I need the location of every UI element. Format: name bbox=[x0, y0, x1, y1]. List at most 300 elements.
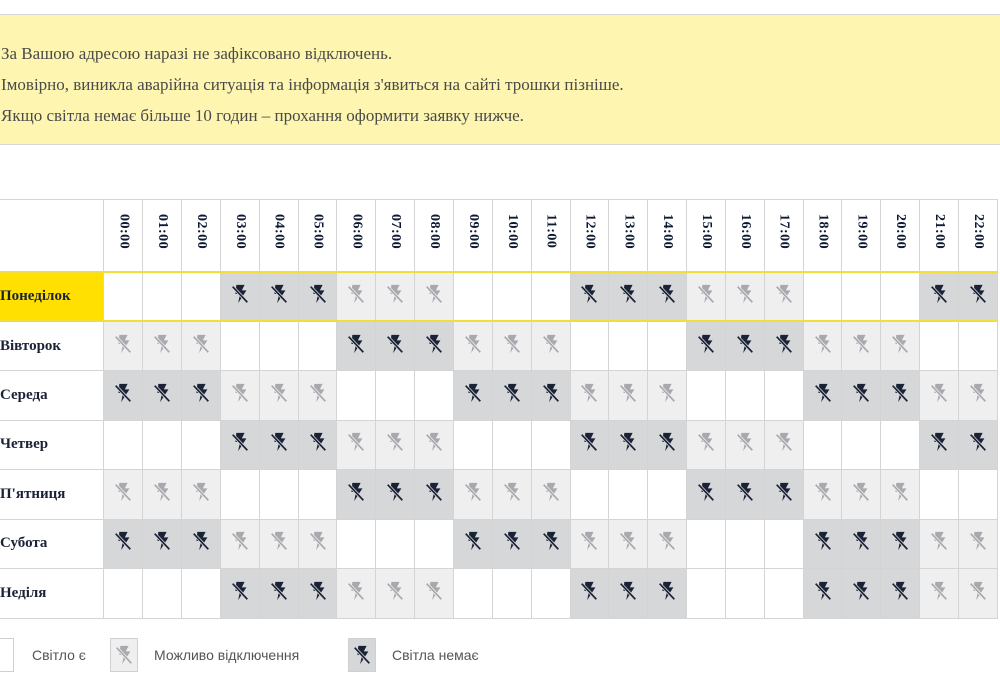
no-power-icon bbox=[656, 382, 678, 404]
no-power-icon bbox=[850, 580, 872, 602]
no-power-icon bbox=[695, 481, 717, 503]
no-power-icon bbox=[345, 333, 367, 355]
day-row bbox=[0, 321, 998, 371]
schedule-cell-light-on bbox=[182, 420, 221, 470]
schedule-cell-light-on bbox=[337, 519, 376, 569]
schedule-cell-possible-outage bbox=[337, 420, 376, 470]
schedule-cell-possible-outage bbox=[570, 371, 609, 421]
schedule-cell-light-on bbox=[764, 519, 803, 569]
no-power-icon bbox=[112, 382, 134, 404]
schedule-cell-light-on bbox=[725, 519, 764, 569]
schedule-cell-no-light bbox=[259, 569, 298, 619]
no-power-icon bbox=[151, 333, 173, 355]
no-power-icon bbox=[617, 382, 639, 404]
schedule-cell-possible-outage bbox=[337, 569, 376, 619]
no-power-icon bbox=[112, 530, 134, 552]
schedule-cell-possible-outage bbox=[182, 470, 221, 520]
schedule-cell-possible-outage bbox=[803, 470, 842, 520]
no-power-icon bbox=[462, 333, 484, 355]
no-power-icon bbox=[695, 333, 717, 355]
schedule-cell-possible-outage bbox=[725, 420, 764, 470]
schedule-cell-no-light bbox=[842, 569, 881, 619]
schedule-cell-possible-outage bbox=[920, 569, 959, 619]
no-power-icon bbox=[850, 481, 872, 503]
schedule-cell-no-light bbox=[764, 470, 803, 520]
schedule-cell-no-light bbox=[842, 519, 881, 569]
no-power-icon bbox=[578, 580, 600, 602]
schedule-cell-no-light bbox=[454, 519, 493, 569]
schedule-cell-light-on bbox=[531, 569, 570, 619]
schedule-cell-possible-outage bbox=[104, 470, 143, 520]
notice-line-2: Імовірно, виникла аварійна ситуація та інформація з'явиться на сайті трошки пізніше. bbox=[1, 75, 624, 94]
schedule-cell-possible-outage bbox=[958, 569, 997, 619]
schedule-cell-light-on bbox=[687, 519, 726, 569]
day-row bbox=[0, 420, 998, 470]
schedule-cell-light-on bbox=[182, 569, 221, 619]
hour-label: 17:00 bbox=[776, 214, 792, 250]
schedule-cell-possible-outage bbox=[570, 519, 609, 569]
hour-header bbox=[842, 200, 881, 272]
schedule-cell-no-light bbox=[881, 569, 920, 619]
no-power-icon bbox=[734, 333, 756, 355]
schedule-cell-no-light bbox=[803, 371, 842, 421]
schedule-cell-light-on bbox=[764, 569, 803, 619]
hour-header bbox=[803, 200, 842, 272]
schedule-cell-no-light bbox=[687, 470, 726, 520]
schedule-cell-light-on bbox=[958, 321, 997, 371]
schedule-cell-possible-outage bbox=[725, 272, 764, 322]
schedule-cell-no-light bbox=[764, 321, 803, 371]
hour-label: 06:00 bbox=[349, 214, 365, 250]
schedule-cell-possible-outage bbox=[143, 470, 182, 520]
schedule-cell-no-light bbox=[531, 371, 570, 421]
hour-header bbox=[648, 200, 687, 272]
no-power-icon bbox=[578, 382, 600, 404]
hour-label: 10:00 bbox=[504, 214, 520, 250]
no-power-icon bbox=[773, 431, 795, 453]
schedule-cell-light-on bbox=[415, 519, 454, 569]
day-row bbox=[0, 371, 998, 421]
legend-item-no-light bbox=[348, 637, 479, 673]
schedule-cell-possible-outage bbox=[958, 519, 997, 569]
no-power-icon bbox=[850, 333, 872, 355]
no-power-icon bbox=[540, 481, 562, 503]
no-power-icon bbox=[967, 382, 989, 404]
schedule-cell-no-light bbox=[492, 371, 531, 421]
schedule-cell-light-on bbox=[143, 272, 182, 322]
schedule-cell-light-on bbox=[337, 371, 376, 421]
hour-label: 14:00 bbox=[660, 214, 676, 250]
schedule-cell-possible-outage bbox=[492, 321, 531, 371]
no-power-icon bbox=[423, 333, 445, 355]
no-power-icon bbox=[695, 283, 717, 305]
schedule-cell-light-on bbox=[648, 321, 687, 371]
schedule-cell-no-light bbox=[337, 321, 376, 371]
schedule-cell-no-light bbox=[803, 569, 842, 619]
no-power-icon bbox=[345, 283, 367, 305]
no-power-icon bbox=[889, 580, 911, 602]
schedule-cell-possible-outage bbox=[531, 321, 570, 371]
schedule-cell-light-on bbox=[259, 321, 298, 371]
hour-header bbox=[182, 200, 221, 272]
day-row bbox=[0, 569, 998, 619]
no-power-icon bbox=[229, 530, 251, 552]
schedule-cell-possible-outage bbox=[220, 371, 259, 421]
no-power-icon bbox=[656, 530, 678, 552]
schedule-cell-light-on bbox=[376, 519, 415, 569]
no-power-icon bbox=[345, 580, 367, 602]
no-power-icon bbox=[384, 580, 406, 602]
no-power-icon bbox=[462, 530, 484, 552]
schedule-cell-light-on bbox=[687, 569, 726, 619]
schedule-cell-possible-outage bbox=[609, 371, 648, 421]
hour-label: 13:00 bbox=[621, 214, 637, 250]
schedule-cell-light-on bbox=[570, 470, 609, 520]
schedule-cell-possible-outage bbox=[764, 272, 803, 322]
schedule-cell-possible-outage bbox=[259, 519, 298, 569]
no-power-icon bbox=[151, 382, 173, 404]
schedule-cell-possible-outage bbox=[298, 371, 337, 421]
schedule-cell-no-light bbox=[259, 272, 298, 322]
no-power-icon bbox=[734, 481, 756, 503]
schedule-cell-no-light bbox=[881, 519, 920, 569]
no-power-icon bbox=[462, 481, 484, 503]
schedule-cell-no-light bbox=[570, 420, 609, 470]
no-power-icon bbox=[229, 283, 251, 305]
schedule-cell-no-light bbox=[298, 569, 337, 619]
no-power-icon bbox=[773, 333, 795, 355]
no-power-icon bbox=[151, 481, 173, 503]
schedule-cell-possible-outage bbox=[376, 420, 415, 470]
schedule-cell-possible-outage bbox=[648, 519, 687, 569]
schedule-cell-no-light bbox=[143, 371, 182, 421]
hour-label: 02:00 bbox=[194, 214, 210, 250]
schedule-cell-light-on bbox=[259, 470, 298, 520]
schedule-cell-light-on bbox=[803, 272, 842, 322]
schedule-cell-light-on bbox=[687, 371, 726, 421]
schedule-cell-no-light bbox=[492, 519, 531, 569]
schedule-cell-light-on bbox=[842, 272, 881, 322]
hour-header bbox=[725, 200, 764, 272]
hour-label: 20:00 bbox=[893, 214, 909, 250]
schedule-cell-possible-outage bbox=[648, 371, 687, 421]
no-power-icon bbox=[501, 530, 523, 552]
schedule-cell-no-light bbox=[920, 272, 959, 322]
hour-header bbox=[764, 200, 803, 272]
schedule-cell-light-on bbox=[958, 470, 997, 520]
schedule-cell-light-on bbox=[220, 470, 259, 520]
schedule-cell-no-light bbox=[842, 371, 881, 421]
schedule-cell-no-light bbox=[687, 321, 726, 371]
schedule-cell-possible-outage bbox=[492, 470, 531, 520]
schedule-cell-possible-outage bbox=[182, 321, 221, 371]
schedule-cell-no-light bbox=[958, 420, 997, 470]
schedule-cell-light-on bbox=[492, 569, 531, 619]
no-power-icon bbox=[889, 530, 911, 552]
no-power-icon bbox=[268, 283, 290, 305]
day-label: П'ятниця bbox=[0, 470, 104, 520]
day-label: Вівторок bbox=[0, 321, 104, 371]
legend-swatch-possible-outage bbox=[110, 638, 138, 672]
hour-header bbox=[220, 200, 259, 272]
table-corner bbox=[0, 200, 104, 272]
schedule-cell-light-on bbox=[104, 272, 143, 322]
schedule-cell-no-light bbox=[531, 519, 570, 569]
schedule-cell-no-light bbox=[376, 470, 415, 520]
no-power-icon bbox=[850, 382, 872, 404]
no-power-icon bbox=[501, 481, 523, 503]
schedule-cell-no-light bbox=[570, 569, 609, 619]
schedule-cell-light-on bbox=[376, 371, 415, 421]
schedule-cell-no-light bbox=[648, 569, 687, 619]
no-power-icon bbox=[734, 283, 756, 305]
no-power-icon bbox=[112, 333, 134, 355]
day-row bbox=[0, 519, 998, 569]
schedule-cell-light-on bbox=[492, 272, 531, 322]
schedule-cell-light-on bbox=[492, 420, 531, 470]
no-power-icon bbox=[578, 283, 600, 305]
legend-label: Світла немає bbox=[392, 647, 479, 663]
no-power-icon bbox=[967, 283, 989, 305]
schedule-cell-possible-outage bbox=[220, 519, 259, 569]
day-label: Четвер bbox=[0, 420, 104, 470]
legend bbox=[0, 637, 1000, 673]
no-power-icon bbox=[656, 283, 678, 305]
schedule-cell-possible-outage bbox=[376, 569, 415, 619]
hour-header bbox=[570, 200, 609, 272]
hour-label: 11:00 bbox=[543, 214, 559, 249]
schedule-cell-light-on bbox=[531, 420, 570, 470]
hour-label: 22:00 bbox=[970, 214, 986, 250]
schedule-cell-possible-outage bbox=[415, 272, 454, 322]
hour-header bbox=[687, 200, 726, 272]
schedule-cell-light-on bbox=[764, 371, 803, 421]
no-power-icon bbox=[229, 382, 251, 404]
hour-label: 12:00 bbox=[582, 214, 598, 250]
no-power-icon bbox=[889, 382, 911, 404]
hour-label: 21:00 bbox=[932, 214, 948, 250]
no-power-icon bbox=[351, 644, 373, 666]
no-power-icon bbox=[268, 431, 290, 453]
no-power-icon bbox=[268, 580, 290, 602]
no-power-icon bbox=[540, 530, 562, 552]
schedule-cell-possible-outage bbox=[842, 470, 881, 520]
no-power-icon bbox=[462, 382, 484, 404]
schedule-cell-light-on bbox=[842, 420, 881, 470]
no-power-icon bbox=[268, 382, 290, 404]
schedule-cell-no-light bbox=[143, 519, 182, 569]
schedule-cell-light-on bbox=[143, 569, 182, 619]
schedule-cell-possible-outage bbox=[376, 272, 415, 322]
schedule-cell-possible-outage bbox=[609, 519, 648, 569]
no-power-icon bbox=[112, 481, 134, 503]
no-power-icon bbox=[307, 382, 329, 404]
no-power-icon bbox=[113, 644, 135, 666]
no-power-icon bbox=[307, 283, 329, 305]
no-power-icon bbox=[812, 580, 834, 602]
schedule-cell-no-light bbox=[415, 470, 454, 520]
no-power-icon bbox=[889, 333, 911, 355]
hour-header bbox=[337, 200, 376, 272]
schedule-cell-possible-outage bbox=[687, 272, 726, 322]
notice-line-3: Якщо світла немає більше 10 годин – прохання оформити заявку нижче. bbox=[1, 106, 524, 125]
no-power-icon bbox=[812, 333, 834, 355]
schedule-cell-possible-outage bbox=[337, 272, 376, 322]
schedule-cell-no-light bbox=[648, 420, 687, 470]
no-power-icon bbox=[812, 382, 834, 404]
hour-header bbox=[415, 200, 454, 272]
day-label: Понеділок bbox=[0, 272, 104, 322]
schedule-cell-no-light bbox=[609, 420, 648, 470]
no-power-icon bbox=[501, 382, 523, 404]
schedule-cell-possible-outage bbox=[415, 569, 454, 619]
no-power-icon bbox=[345, 431, 367, 453]
schedule-cell-light-on bbox=[454, 420, 493, 470]
schedule-cell-light-on bbox=[920, 470, 959, 520]
day-label: Субота bbox=[0, 519, 104, 569]
schedule-cell-possible-outage bbox=[104, 321, 143, 371]
schedule-cell-no-light bbox=[182, 371, 221, 421]
schedule-cell-light-on bbox=[104, 569, 143, 619]
no-power-icon bbox=[190, 530, 212, 552]
schedule-cell-light-on bbox=[104, 420, 143, 470]
hour-header bbox=[259, 200, 298, 272]
hours-header-row bbox=[0, 200, 998, 272]
no-power-icon bbox=[656, 580, 678, 602]
legend-swatch-no-light bbox=[348, 638, 376, 672]
schedule-cell-possible-outage bbox=[920, 371, 959, 421]
no-power-icon bbox=[578, 530, 600, 552]
schedule-cell-no-light bbox=[337, 470, 376, 520]
hour-header bbox=[298, 200, 337, 272]
no-power-icon bbox=[928, 530, 950, 552]
schedule-cell-light-on bbox=[143, 420, 182, 470]
no-power-icon bbox=[967, 431, 989, 453]
no-power-icon bbox=[850, 530, 872, 552]
no-power-icon bbox=[423, 431, 445, 453]
hour-label: 09:00 bbox=[465, 214, 481, 250]
hour-header bbox=[376, 200, 415, 272]
no-power-icon bbox=[229, 431, 251, 453]
hour-label: 03:00 bbox=[232, 214, 248, 250]
day-row bbox=[0, 470, 998, 520]
hour-label: 04:00 bbox=[271, 214, 287, 250]
schedule-cell-no-light bbox=[454, 371, 493, 421]
no-outage-notice bbox=[0, 14, 1000, 145]
no-power-icon bbox=[151, 530, 173, 552]
no-power-icon bbox=[617, 283, 639, 305]
schedule-cell-no-light bbox=[609, 272, 648, 322]
schedule-cell-possible-outage bbox=[881, 321, 920, 371]
schedule-cell-no-light bbox=[104, 519, 143, 569]
no-power-icon bbox=[928, 431, 950, 453]
schedule-cell-no-light bbox=[220, 569, 259, 619]
schedule-cell-no-light bbox=[220, 272, 259, 322]
no-power-icon bbox=[384, 283, 406, 305]
schedule-cell-no-light bbox=[298, 272, 337, 322]
day-label: Неділя bbox=[0, 569, 104, 619]
schedule-cell-possible-outage bbox=[920, 519, 959, 569]
schedule-cell-light-on bbox=[725, 371, 764, 421]
legend-item-possible-outage bbox=[110, 637, 299, 673]
schedule-cell-possible-outage bbox=[298, 519, 337, 569]
no-power-icon bbox=[773, 283, 795, 305]
schedule-cell-light-on bbox=[298, 321, 337, 371]
schedule-cell-light-on bbox=[570, 321, 609, 371]
no-power-icon bbox=[617, 431, 639, 453]
day-label: Середа bbox=[0, 371, 104, 421]
notice-line-1: За Вашою адресою наразі не зафіксовано відключень. bbox=[1, 44, 393, 63]
hour-header bbox=[881, 200, 920, 272]
no-power-icon bbox=[773, 481, 795, 503]
no-power-icon bbox=[617, 530, 639, 552]
schedule-cell-light-on bbox=[881, 272, 920, 322]
hour-header bbox=[958, 200, 997, 272]
schedule-cell-light-on bbox=[803, 420, 842, 470]
hour-header bbox=[609, 200, 648, 272]
no-power-icon bbox=[812, 530, 834, 552]
schedule-cell-no-light bbox=[182, 519, 221, 569]
schedule-cell-possible-outage bbox=[454, 470, 493, 520]
schedule-cell-possible-outage bbox=[143, 321, 182, 371]
legend-item-light-on bbox=[0, 637, 86, 673]
schedule-cell-no-light bbox=[725, 321, 764, 371]
schedule-cell-no-light bbox=[376, 321, 415, 371]
schedule-cell-possible-outage bbox=[531, 470, 570, 520]
hour-label: 05:00 bbox=[310, 214, 326, 250]
schedule-cell-no-light bbox=[259, 420, 298, 470]
schedule-cell-light-on bbox=[182, 272, 221, 322]
hour-header bbox=[920, 200, 959, 272]
no-power-icon bbox=[229, 580, 251, 602]
schedule-cell-possible-outage bbox=[415, 420, 454, 470]
schedule-cell-possible-outage bbox=[803, 321, 842, 371]
schedule-cell-light-on bbox=[454, 569, 493, 619]
no-power-icon bbox=[617, 580, 639, 602]
legend-swatch-light-on bbox=[0, 638, 14, 672]
no-power-icon bbox=[384, 481, 406, 503]
hour-label: 08:00 bbox=[427, 214, 443, 250]
no-power-icon bbox=[967, 530, 989, 552]
legend-label: Світло є bbox=[32, 647, 86, 663]
no-power-icon bbox=[384, 431, 406, 453]
schedule-cell-no-light bbox=[803, 519, 842, 569]
schedule-cell-possible-outage bbox=[958, 371, 997, 421]
hour-label: 15:00 bbox=[698, 214, 714, 250]
legend-label: Можливо відключення bbox=[154, 647, 300, 663]
schedule-cell-no-light bbox=[958, 272, 997, 322]
no-power-icon bbox=[540, 333, 562, 355]
schedule-cell-no-light bbox=[570, 272, 609, 322]
no-power-icon bbox=[345, 481, 367, 503]
hour-header bbox=[143, 200, 182, 272]
schedule-cell-possible-outage bbox=[687, 420, 726, 470]
hour-label: 07:00 bbox=[388, 214, 404, 250]
no-power-icon bbox=[578, 431, 600, 453]
no-power-icon bbox=[307, 530, 329, 552]
no-power-icon bbox=[928, 382, 950, 404]
no-power-icon bbox=[190, 481, 212, 503]
hour-label: 19:00 bbox=[854, 214, 870, 250]
schedule-cell-light-on bbox=[531, 272, 570, 322]
schedule-cell-possible-outage bbox=[881, 470, 920, 520]
schedule-cell-no-light bbox=[609, 569, 648, 619]
no-power-icon bbox=[190, 333, 212, 355]
schedule-cell-possible-outage bbox=[259, 371, 298, 421]
no-power-icon bbox=[928, 283, 950, 305]
schedule-cell-light-on bbox=[609, 321, 648, 371]
schedule-cell-light-on bbox=[298, 470, 337, 520]
